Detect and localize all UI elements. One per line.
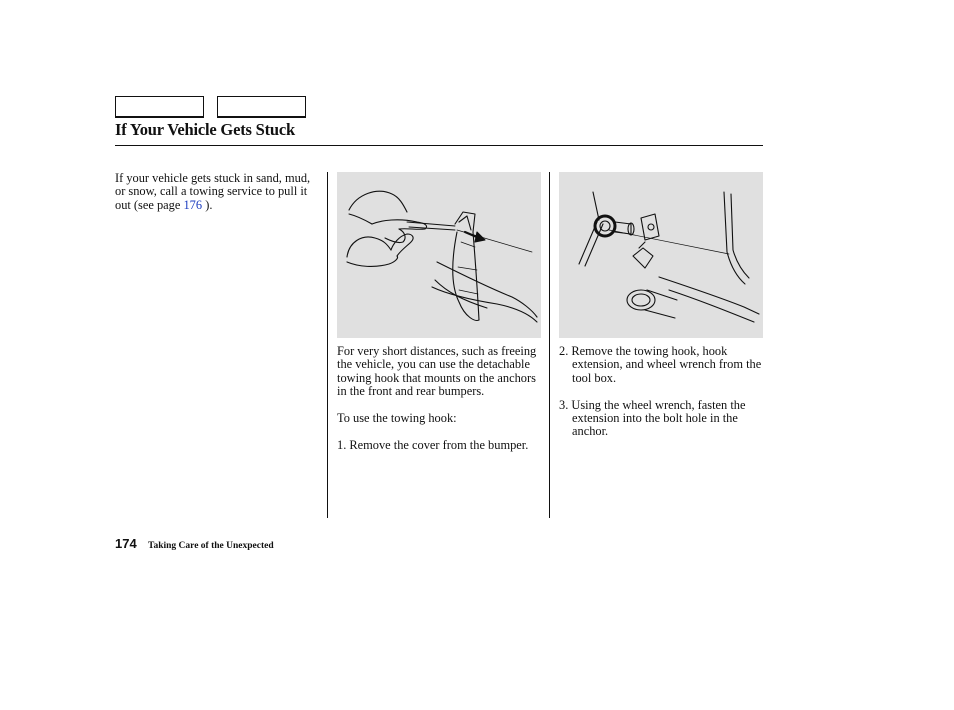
nav-button-next[interactable] — [217, 96, 306, 118]
step-2: 2. Remove the towing hook, hook extension, and wheel wrench from the tool box. — [559, 344, 762, 385]
intro-end: ). — [205, 197, 213, 212]
page-link-176[interactable]: 176 — [183, 197, 203, 212]
page-title: If Your Vehicle Gets Stuck — [115, 120, 295, 139]
intro-paragraph — [115, 172, 315, 212]
column-divider-1 — [327, 172, 328, 518]
nav-button-previous[interactable] — [115, 96, 204, 118]
column-divider-2 — [549, 172, 550, 518]
page-number: 174 — [115, 536, 137, 551]
section-name: Taking Care of the Unexpected — [148, 541, 274, 551]
intro-text: If your vehicle gets stuck in sand, mud, or snow, call a towing service to pull it out (see page — [115, 171, 311, 212]
bumper-cover-illustration — [337, 172, 541, 338]
towing-hook-illustration — [559, 172, 763, 338]
title-divider — [115, 145, 763, 146]
instructions-column — [337, 345, 542, 466]
step-3: 3. Using the wheel wrench, fasten the extension into the bolt hole in the anchor. — [559, 397, 746, 439]
towing-hook-description: For very short distances, such as freeing the vehicle, you can use the detachable towing hook that mounts on the anchors in the front and rear bumpers. — [337, 344, 537, 399]
step-1: 1. Remove the cover from the bumper. — [337, 437, 529, 452]
steps-column — [559, 345, 764, 452]
intro-column — [115, 172, 315, 226]
towing-hook-intro: To use the towing hook: — [337, 411, 457, 426]
